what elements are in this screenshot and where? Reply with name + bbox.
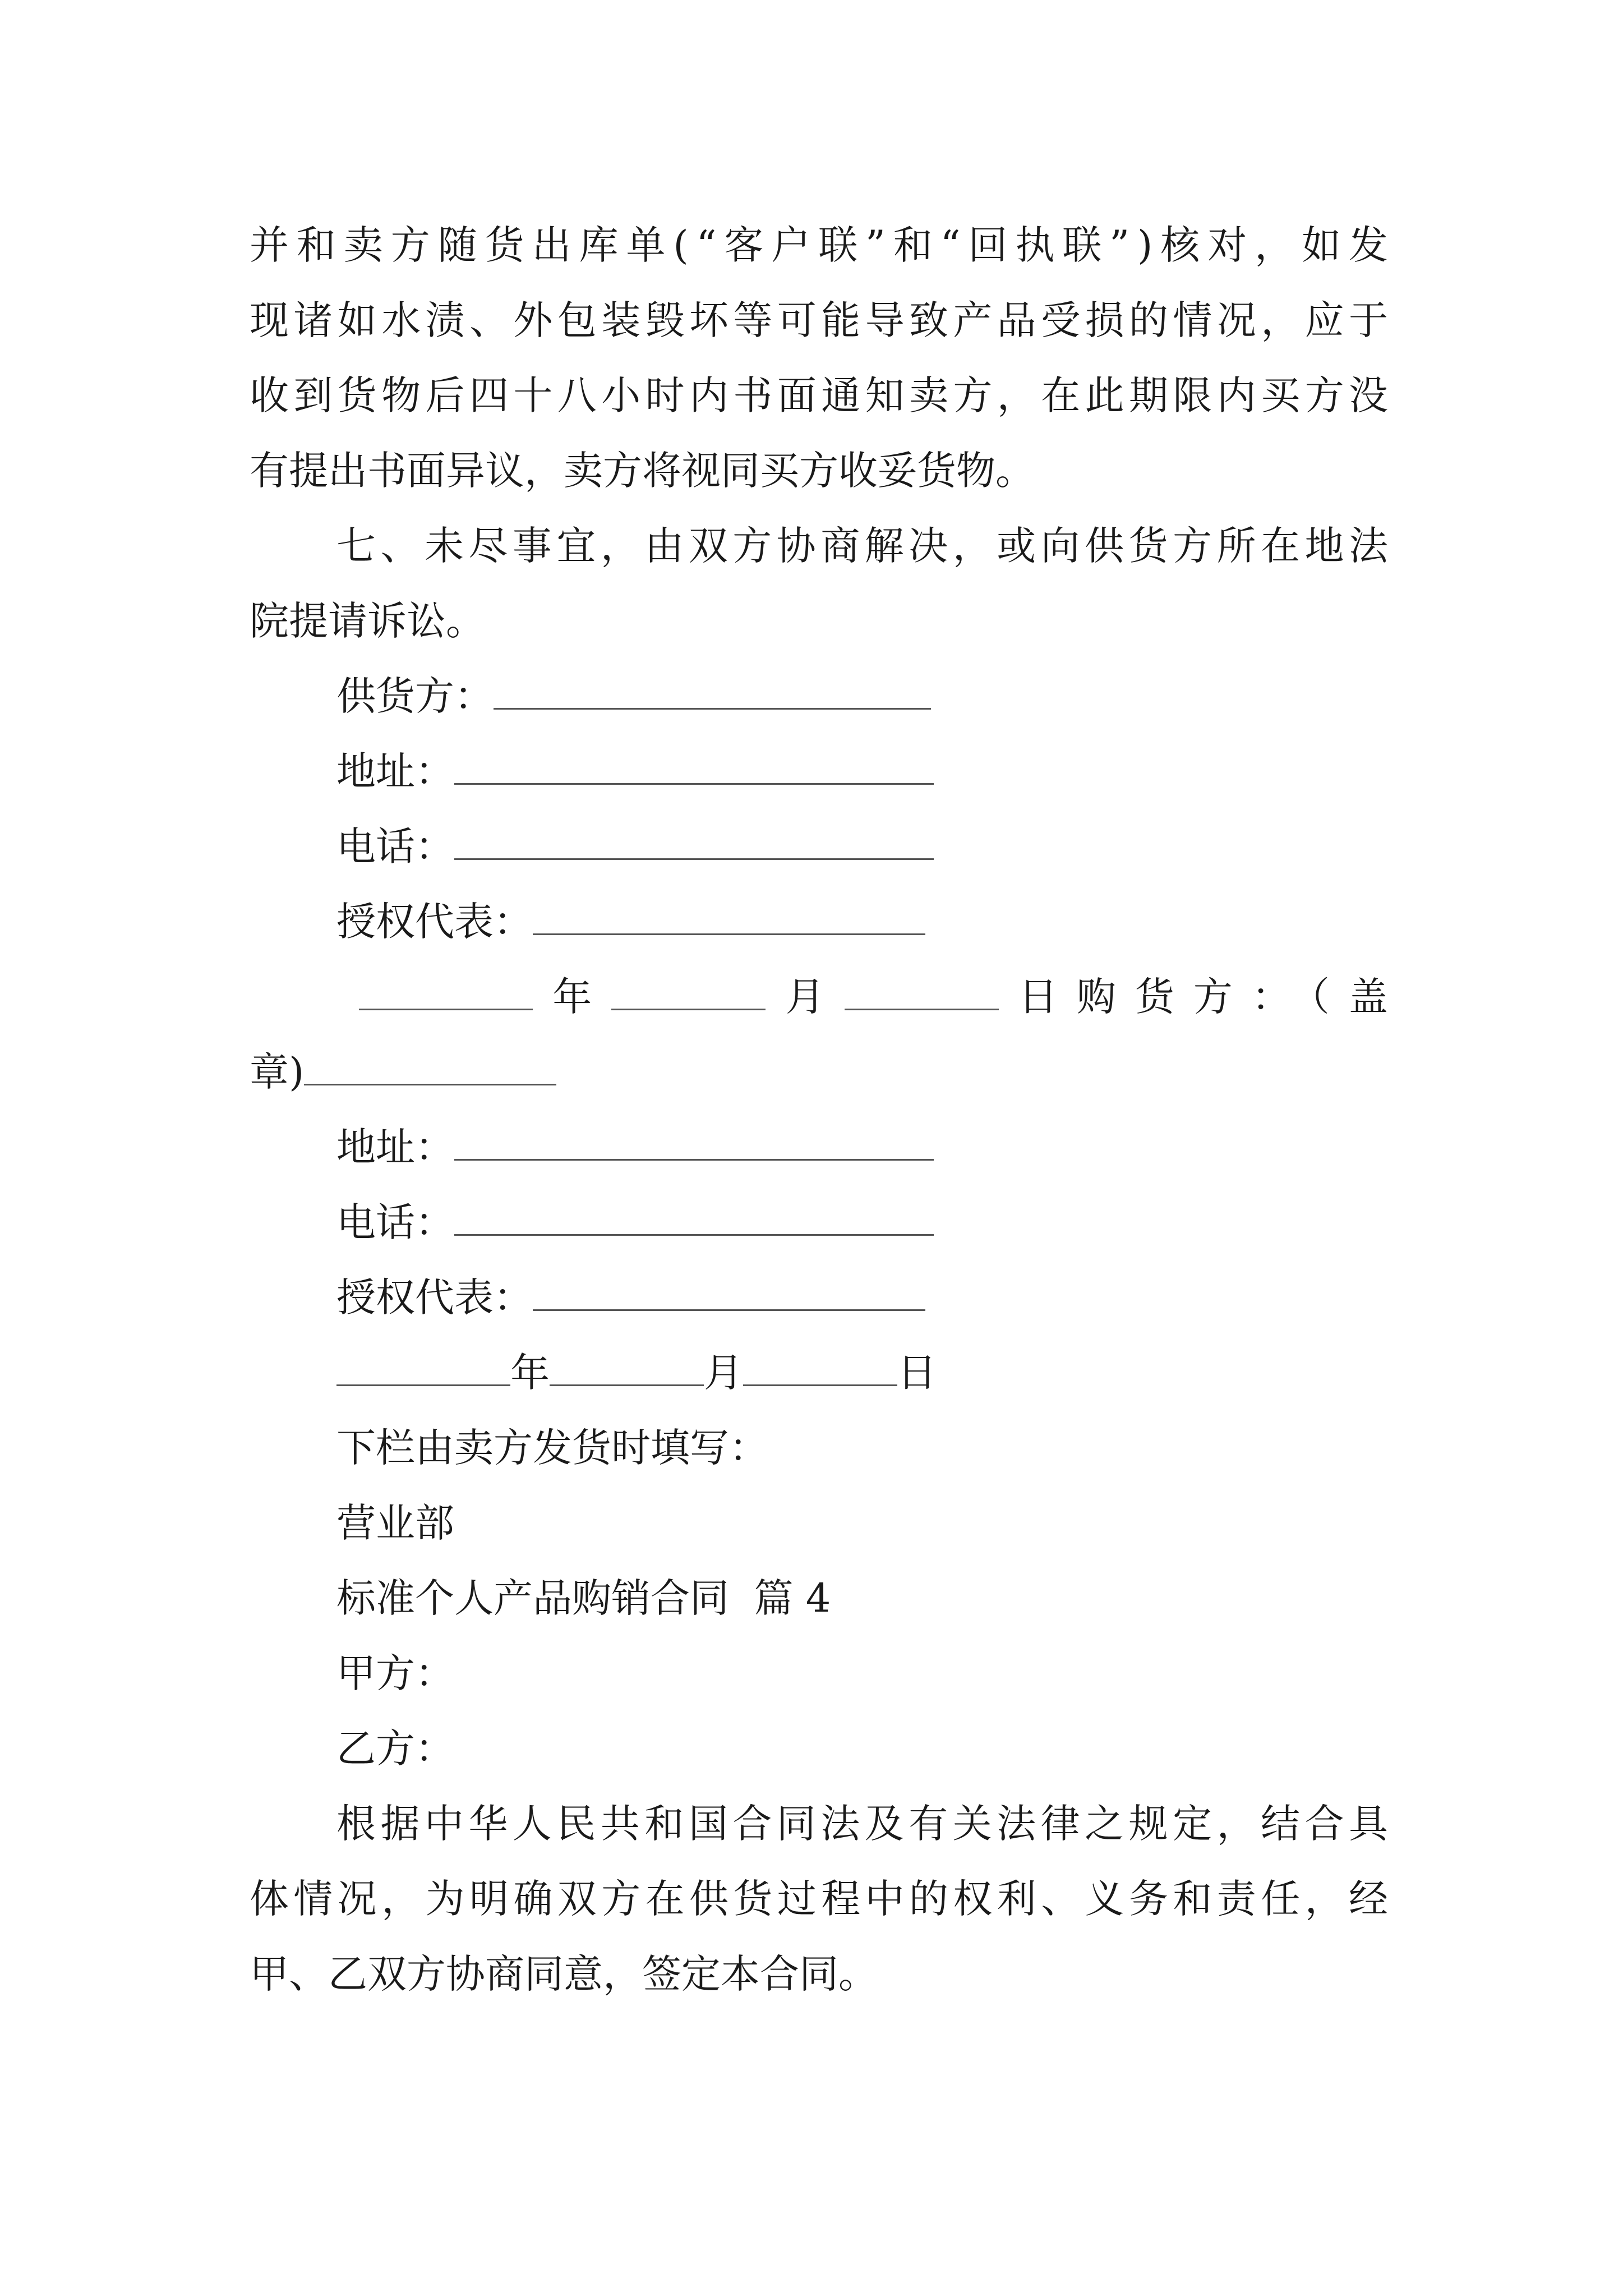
- supplier-rep-label: 授权代表：: [336, 899, 533, 945]
- supplier-rep-field[interactable]: [533, 894, 925, 935]
- supplier-name-field[interactable]: [494, 669, 931, 710]
- purchaser-seal-row: [250, 1038, 1388, 1106]
- paragraph-six-line-4: 有提出书面异议，卖方将视同买方收妥货物。: [250, 448, 1035, 494]
- intro-line-2: 体情况，为明确双方在供货过程中的权利、义务和责任，经: [250, 1876, 1393, 1922]
- supplier-rep-row: [336, 888, 925, 955]
- supplier-phone-label: 电话：: [336, 823, 454, 869]
- purchaser-date-month-field[interactable]: [550, 1345, 704, 1386]
- supplier-phone-row: [336, 813, 934, 880]
- supplier-name-label: 供货方：: [336, 673, 494, 719]
- contract-title: 标准个人产品购销合同 篇 4: [336, 1575, 831, 1621]
- purchaser-seal-field[interactable]: [304, 1045, 556, 1085]
- purchaser-phone-field[interactable]: [454, 1195, 934, 1236]
- intro-line-3: 甲、乙双方协商同意，签定本合同。: [250, 1951, 878, 1997]
- paragraph-seven-line-1: 七、未尽事宜，由双方协商解决，或向供货方所在地法: [336, 523, 1393, 569]
- purchaser-seal-label: 章): [250, 1049, 305, 1095]
- department-label: 营业部: [336, 1500, 454, 1546]
- supplier-name-row: [336, 662, 931, 730]
- paragraph-seven-line-2: 院提请诉讼。: [250, 598, 485, 644]
- purchaser-phone-row: [336, 1189, 934, 1256]
- party-a-label: 甲方：: [336, 1650, 454, 1696]
- supplier-date-day-buyer-label: 日购货方：（盖: [1018, 974, 1407, 1020]
- purchaser-date-day-label: 日: [897, 1350, 937, 1396]
- seller-note: 下栏由卖方发货时填写：: [336, 1425, 768, 1471]
- purchaser-address-row: [336, 1114, 934, 1181]
- supplier-date-month-label: 月: [785, 974, 825, 1020]
- purchaser-date-month-label: 月: [704, 1350, 743, 1396]
- paragraph-six-line-3: 收到货物后四十八小时内书面通知卖方，在此期限内买方没: [250, 372, 1393, 418]
- purchaser-date-row: [336, 1339, 937, 1406]
- purchaser-phone-label: 电话：: [336, 1199, 454, 1245]
- supplier-date-row: [359, 963, 1407, 1030]
- supplier-date-month-field[interactable]: [611, 969, 766, 1010]
- purchaser-date-day-field[interactable]: [743, 1345, 897, 1386]
- party-b-label: 乙方：: [336, 1726, 454, 1772]
- purchaser-date-year-label: 年: [510, 1350, 550, 1396]
- supplier-date-year-field[interactable]: [359, 969, 533, 1010]
- purchaser-date-year-field[interactable]: [336, 1345, 510, 1386]
- purchaser-rep-field[interactable]: [533, 1270, 925, 1311]
- supplier-address-label: 地址：: [336, 748, 454, 794]
- supplier-phone-field[interactable]: [454, 819, 934, 860]
- intro-line-1: 根据中华人民共和国合同法及有关法律之规定，结合具: [336, 1801, 1393, 1847]
- purchaser-address-label: 地址：: [336, 1124, 454, 1170]
- purchaser-rep-row: [336, 1264, 925, 1331]
- supplier-date-day-field[interactable]: [845, 969, 999, 1010]
- supplier-date-year-label: 年: [552, 974, 592, 1020]
- purchaser-rep-label: 授权代表：: [336, 1274, 533, 1320]
- supplier-address-field[interactable]: [454, 744, 934, 785]
- paragraph-six-line-1: 并和卖方随货出库单(“客户联”和“回执联”)核对，如发: [250, 222, 1396, 268]
- purchaser-address-field[interactable]: [454, 1120, 934, 1161]
- supplier-address-row: [336, 738, 934, 805]
- paragraph-six-line-2: 现诸如水渍、外包装毁坏等可能导致产品受损的情况，应于: [250, 297, 1393, 343]
